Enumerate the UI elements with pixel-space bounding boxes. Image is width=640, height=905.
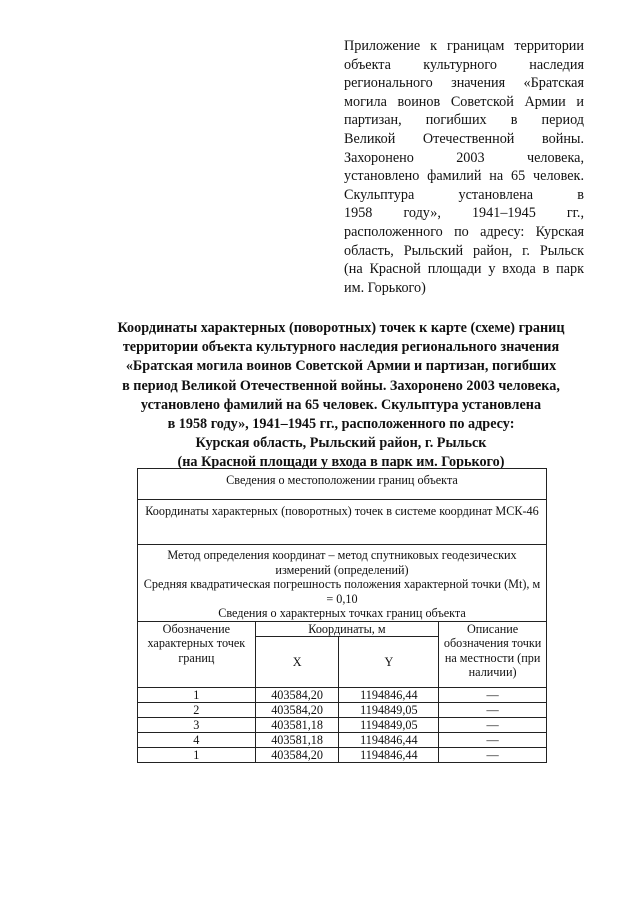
points-title: Сведения о характерных точках границ объекта	[218, 606, 466, 620]
point-description: —	[439, 718, 547, 733]
method-cell	[138, 545, 547, 622]
col-coords-header: Координаты, м	[255, 621, 439, 637]
accuracy-text: Средняя квадратическая погрешность положения характерной точки (Mt), м = 0,10	[143, 577, 541, 606]
section-title: Сведения о местоположении границ объекта	[138, 469, 547, 500]
table-row	[138, 748, 547, 763]
point-y: 1194846,44	[339, 688, 439, 703]
appendix-line: партизан, погибших в период	[344, 112, 584, 129]
point-y: 1194849,05	[339, 703, 439, 718]
point-x: 403584,20	[255, 748, 339, 763]
appendix-line: Великой Отечественной войны.	[344, 130, 584, 147]
coordinates-table	[137, 468, 547, 763]
heading-line: территории объекта культурного наследия регионального значения	[122, 339, 560, 356]
table-row	[138, 733, 547, 748]
heading-line: установлено фамилий на 65 человек. Скульптура установлена	[140, 396, 542, 413]
point-description: —	[439, 688, 547, 703]
document-heading	[70, 319, 612, 473]
coord-system-caption: Координаты характерных (поворотных) точек в системе координат МСК-46	[138, 500, 547, 545]
point-number: 3	[138, 718, 256, 733]
appendix-line: установлено фамилий на 65 человек.	[344, 168, 584, 185]
point-description: —	[439, 733, 547, 748]
point-x: 403584,20	[255, 703, 339, 718]
appendix-line: (на Красной площади у входа в парк	[344, 261, 584, 278]
point-number: 2	[138, 703, 256, 718]
point-y: 1194846,44	[339, 733, 439, 748]
col-x-header: X	[255, 637, 339, 688]
appendix-line: Захоронено 2003 человека,	[344, 149, 584, 166]
heading-line: в 1958 году», 1941–1945 гг., расположенного по адресу:	[167, 416, 515, 433]
appendix-line: 1958 году», 1941–1945 гг.,	[344, 205, 584, 222]
point-number: 1	[138, 688, 256, 703]
table-row	[138, 718, 547, 733]
point-description: —	[439, 748, 547, 763]
heading-line: Курская область, Рыльский район, г. Рыльск	[195, 435, 487, 452]
col-designation-header: Обозначение характерных точек границ	[138, 621, 256, 688]
point-description: —	[439, 703, 547, 718]
point-x: 403581,18	[255, 733, 339, 748]
method-text: Метод определения координат – метод спутниковых геодезических измерений (определений)	[167, 548, 517, 577]
col-description-header: Описание обозначения точки на местности (при наличии)	[439, 621, 547, 688]
appendix-note	[344, 37, 584, 297]
table-row	[138, 703, 547, 718]
point-number: 1	[138, 748, 256, 763]
appendix-line: объекта культурного наследия	[344, 56, 584, 73]
heading-line: Координаты характерных (поворотных) точек к карте (схеме) границ	[117, 320, 565, 336]
appendix-line: регионального значения «Братская	[344, 75, 584, 92]
appendix-line: Приложение к границам территории	[344, 38, 584, 54]
appendix-line: могила воинов Советской Армии и	[344, 93, 584, 110]
appendix-line: Скульптура установлена в	[344, 186, 584, 203]
point-y: 1194849,05	[339, 718, 439, 733]
table-row	[138, 688, 547, 703]
appendix-line: им. Горького)	[344, 279, 426, 296]
heading-line: «Братская могила воинов Советской Армии и партизан, погибших	[125, 358, 557, 375]
point-x: 403584,20	[255, 688, 339, 703]
heading-line: в период Великой Отечественной войны. Захоронено 2003 человека,	[122, 377, 560, 394]
point-number: 4	[138, 733, 256, 748]
appendix-line: расположенного по адресу: Курская	[344, 223, 584, 240]
point-y: 1194846,44	[339, 748, 439, 763]
point-x: 403581,18	[255, 718, 339, 733]
appendix-line: область, Рыльский район, г. Рыльск	[344, 242, 584, 259]
col-y-header: Y	[339, 637, 439, 688]
heading-line: (на Красной площади у входа в парк им. Горького)	[177, 454, 505, 471]
